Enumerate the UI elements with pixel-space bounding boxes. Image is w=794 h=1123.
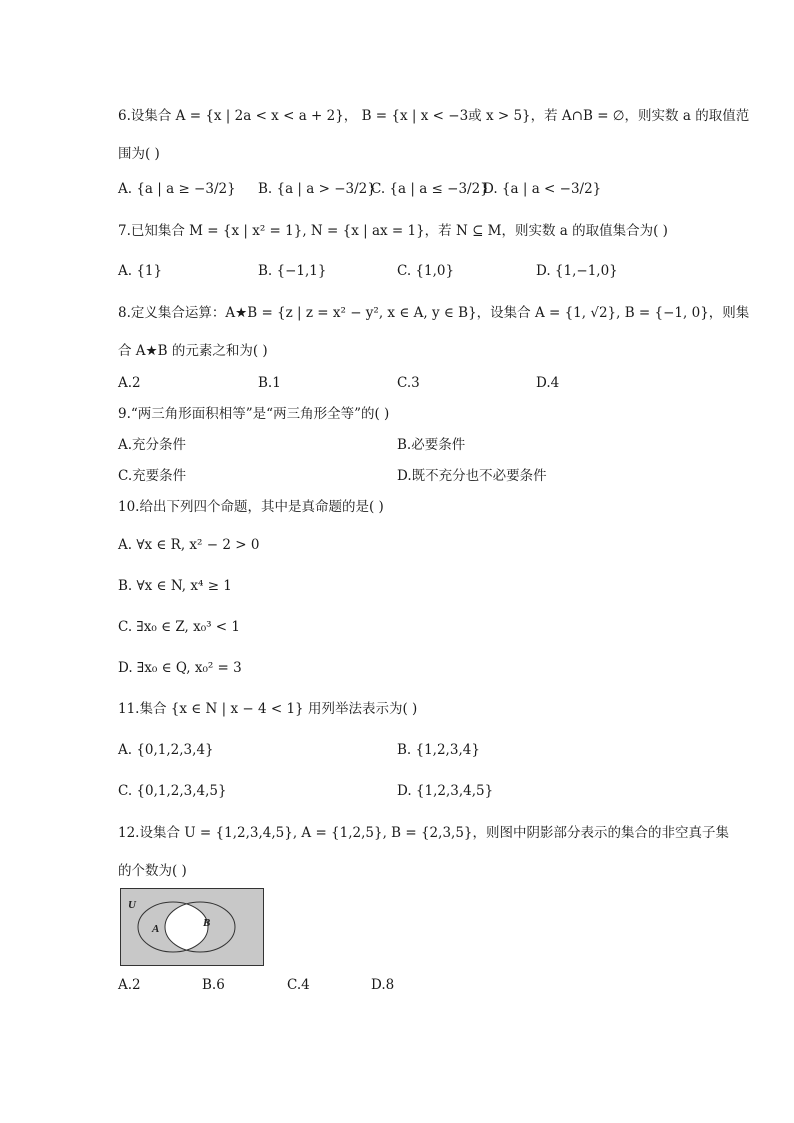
q11-option-b: B. {1,2,3,4} (397, 742, 480, 758)
q7-option-d: D. {1,−1,0} (536, 263, 618, 279)
q6-option-d: D. {a | a < −3/2} (483, 181, 602, 197)
q8-option-a: A.2 (118, 375, 141, 391)
q10-option-a: A. ∀x ∈ R, x² − 2 > 0 (118, 537, 260, 553)
q6-option-c: C. {a | a ≤ −3/2} (371, 181, 489, 197)
q12-option-b: B.6 (202, 977, 225, 993)
q7-option-c: C. {1,0} (397, 263, 455, 279)
q9-option-c: C.充要条件 (118, 468, 187, 484)
q6-option-a: A. {a | a ≥ −3/2} (118, 181, 236, 197)
q11-option-a: A. {0,1,2,3,4} (118, 742, 214, 758)
q9-option-a: A.充分条件 (118, 437, 187, 453)
q12-stem-line1: 12.设集合 U = {1,2,3,4,5}, A = {1,2,5}, B = {2,3,5}，则图中阴影部分表示的集合的非空真子集 (118, 825, 729, 841)
label-a: A (152, 923, 160, 935)
q10-option-b: B. ∀x ∈ N, x⁴ ≥ 1 (118, 578, 232, 594)
q8-option-d: D.4 (536, 375, 560, 391)
venn-diagram (120, 888, 264, 966)
label-b: B (203, 917, 211, 929)
q10-option-d: D. ∃x₀ ∈ Q, x₀² = 3 (118, 660, 242, 676)
q11-stem-line1: 11.集合 {x ∈ N | x − 4 < 1} 用列举法表示为( ) (118, 701, 418, 717)
q7-option-b: B. {−1,1} (258, 263, 327, 279)
q8-stem-line2: 合 A★B 的元素之和为( ) (118, 343, 268, 359)
q8-option-b: B.1 (258, 375, 281, 391)
label-u: U (128, 899, 136, 911)
q9-option-d: D.既不充分也不必要条件 (397, 468, 547, 484)
q11-option-d: D. {1,2,3,4,5} (397, 783, 494, 799)
q8-option-c: C.3 (397, 375, 420, 391)
q10-option-c: C. ∃x₀ ∈ Z, x₀³ < 1 (118, 619, 241, 635)
q9-option-b: B.必要条件 (397, 437, 466, 453)
q9-stem-line1: 9.“两三角形面积相等”是“两三角形全等”的( ) (118, 406, 390, 422)
q12-option-c: C.4 (287, 977, 310, 993)
q6-stem-line2: 围为( ) (118, 146, 160, 162)
q12-option-d: D.8 (371, 977, 395, 993)
q7-option-a: A. {1} (118, 263, 163, 279)
q12-stem-line2: 的个数为( ) (118, 863, 187, 879)
q7-stem-line1: 7.已知集合 M = {x | x² = 1}, N = {x | ax = 1}，若 N ⊆ M，则实数 a 的取值集合为( ) (118, 223, 668, 239)
q11-option-c: C. {0,1,2,3,4,5} (118, 783, 227, 799)
q8-stem-line1: 8.定义集合运算：A★B = {z | z = x² − y², x ∈ A, y ∈ B}，设集合 A = {1, √2}, B = {−1, 0}，则集 (118, 305, 750, 321)
q10-stem-line1: 10.给出下列四个命题，其中是真命题的是( ) (118, 499, 384, 515)
q12-option-a: A.2 (118, 977, 141, 993)
q6-option-b: B. {a | a > −3/2} (258, 181, 376, 197)
q6-stem-line1: 6.设集合 A = {x | 2a < x < a + 2}， B = {x | x < −3或 x > 5}，若 A∩B = ∅，则实数 a 的取值范 (118, 108, 750, 124)
